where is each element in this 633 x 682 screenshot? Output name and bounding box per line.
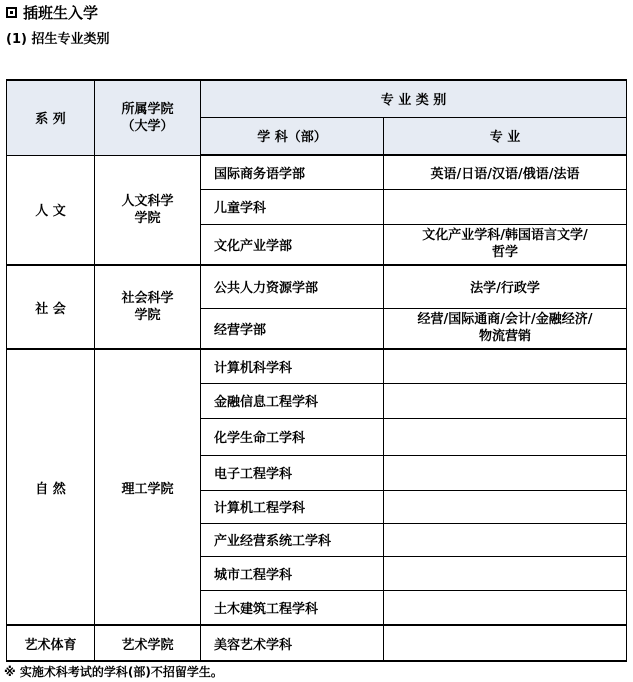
header-college-line1: 所属学院 [121,101,174,117]
table-row [7,625,627,661]
major-line: 经营/国际通商/会计/金融经济/ [417,312,593,328]
department-cell: 国际商务语学部 [201,155,384,189]
department-cell: 儿童学科 [201,189,384,224]
college-cell [95,265,201,349]
department-cell: 文化产业学部 [201,224,384,265]
college-line: 人文科学 [121,193,174,209]
department-cell: 金融信息工程学科 [201,383,384,418]
series-cell: 社 会 [7,265,95,349]
major-cell: 英语/日语/汉语/俄语/法语 [384,155,627,189]
major-cell: 法学/行政学 [384,265,627,308]
major-cell [384,383,627,418]
department-cell: 城市工程学科 [201,556,384,590]
section-title-text: 插班生入学 [23,4,99,22]
department-cell: 美容艺术学科 [201,625,384,661]
table-row [7,265,627,308]
college-cell: 艺术学院 [95,625,201,661]
series-cell: 人 文 [7,155,95,265]
college-line: 学院 [134,210,161,226]
major-cell [384,349,627,383]
footnote: ※ 实施术科考试的学科(部)不招留学生。 [4,665,223,679]
series-cell: 艺术体育 [7,625,95,661]
department-cell: 计算机工程学科 [201,490,384,523]
college-cell: 理工学院 [95,349,201,625]
major-cell [384,308,627,349]
department-cell: 计算机科学科 [201,349,384,383]
subsection-title: (1) 招生专业类别 [6,32,110,47]
header-department: 学 科（部） [201,117,384,155]
major-cell [384,490,627,523]
major-cell [384,189,627,224]
major-cell [384,556,627,590]
major-cell [384,625,627,661]
college-cell [95,155,201,265]
header-category: 专 业 类 别 [201,80,627,117]
header-college-line2: （大学） [121,118,174,134]
college-line: 社会科学 [121,291,174,306]
major-cell [384,455,627,490]
series-cell: 自 然 [7,349,95,625]
department-cell: 电子工程学科 [201,455,384,490]
department-cell: 化学生命工学科 [201,418,384,455]
header-series: 系 列 [7,80,95,155]
section-title [6,4,98,22]
table-row [7,155,627,189]
department-cell: 公共人力资源学部 [201,265,384,308]
major-cell [384,523,627,556]
table-row [7,349,627,383]
college-line: 学院 [134,308,161,323]
major-line: 文化产业学科/韩国语言文学/ [422,228,588,244]
major-line: 哲学 [492,245,519,261]
header-major: 专 业 [384,117,627,155]
majors-table [6,79,627,662]
department-cell: 产业经营系统工学科 [201,523,384,556]
major-cell [384,418,627,455]
major-cell [384,590,627,625]
major-cell [384,224,627,265]
department-cell: 经营学部 [201,308,384,349]
department-cell: 土木建筑工程学科 [201,590,384,625]
header-college [95,80,201,155]
square-bullet-icon [6,7,17,18]
major-line: 物流营销 [479,329,532,345]
